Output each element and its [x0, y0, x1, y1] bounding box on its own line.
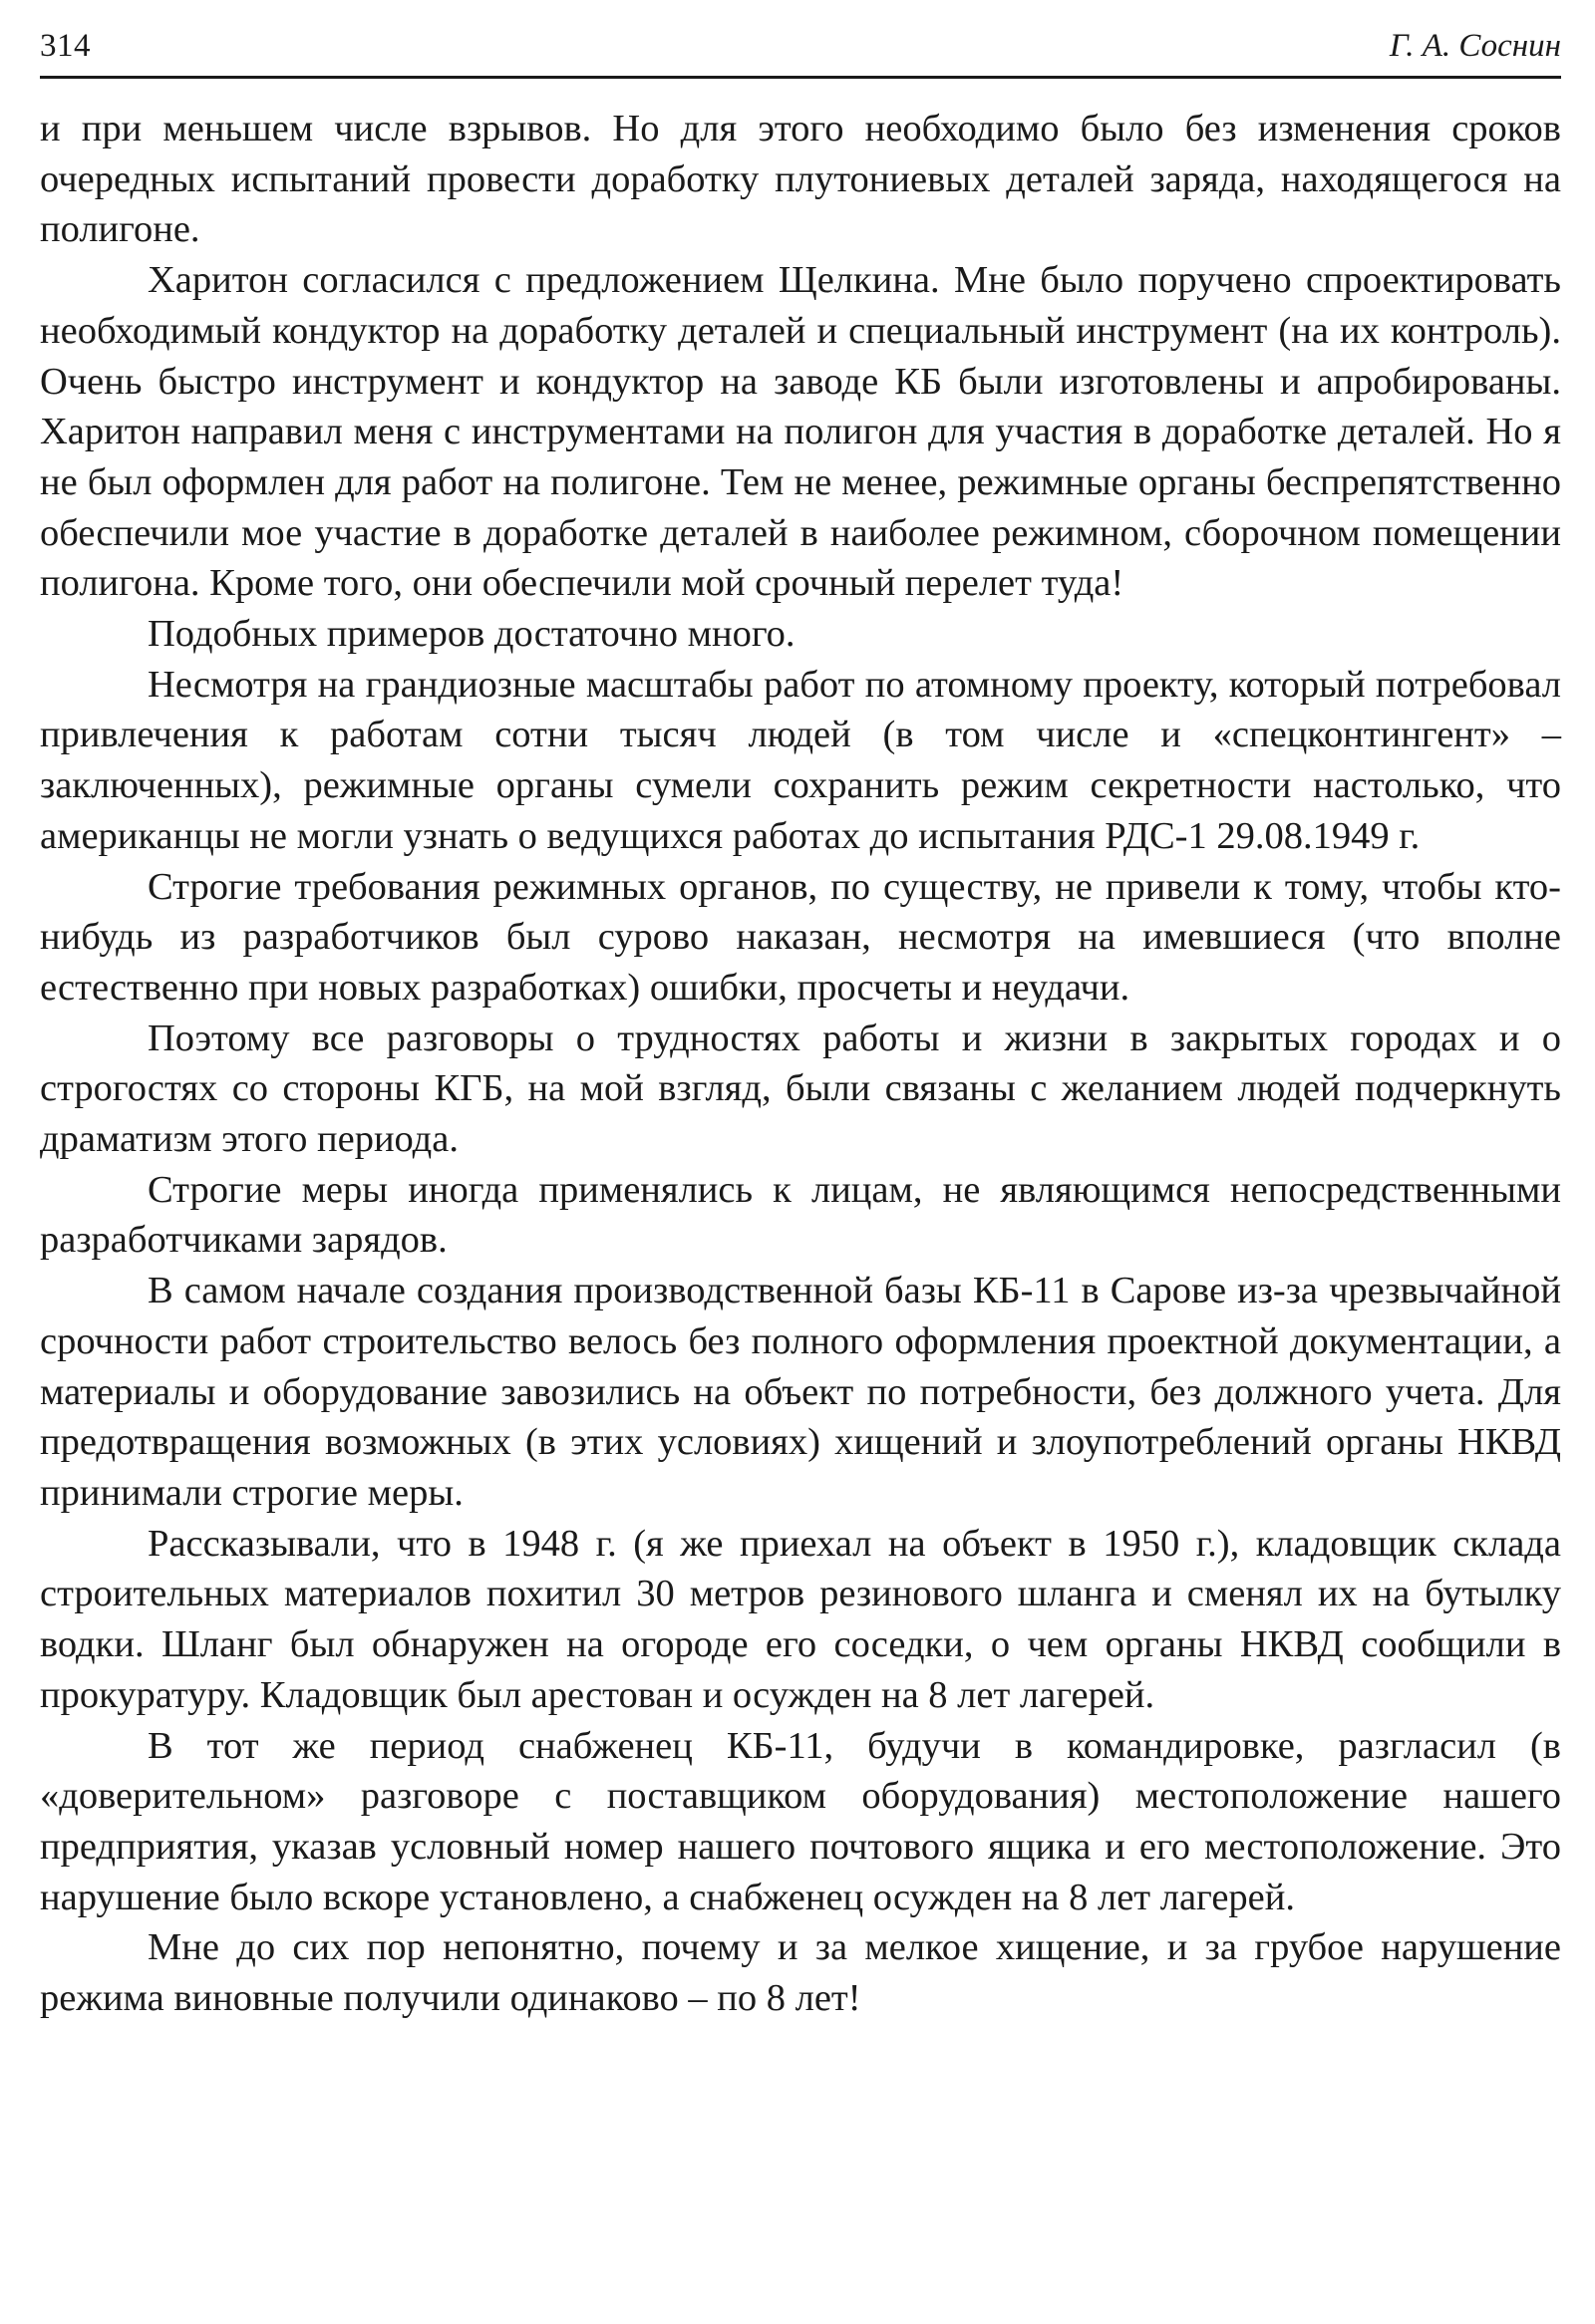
running-title: Г. А. Соснин — [1389, 28, 1561, 64]
body-text — [40, 104, 1561, 2024]
paragraph-7: Строгие меры иногда применялись к лицам, не являющимся непосредственными разработчиками зарядов. — [40, 1168, 1561, 1262]
paragraph-9: Рассказывали, что в 1948 г. (я же приехал на объект в 1950 г.), кладовщик склада строительных материалов похитил 30 метров резинового шланга и сменял их на бутылку водки. Шланг был обнаружен на огороде его соседки, о чем органы НКВД сообщили в прокуратуру. Кладовщик был арестован и осужден на 8 лет лагерей. — [40, 1522, 1561, 1716]
page-number: 314 — [40, 28, 91, 64]
paragraph-4: Несмотря на грандиозные масштабы работ по атомному проекту, который потребовал привлечения к работам сотни тысяч людей (в том числе и «спецконтингент» – заключенных), режимные органы сумели сохранить режим секретности настолько, что американцы не могли узнать о ведущихся работах до испытания РДС-1 29.08.1949 г. — [40, 663, 1561, 857]
paragraph-5: Строгие требования режимных органов, по существу, не привели к тому, чтобы кто-нибудь из разработчиков был сурово наказан, несмотря на имевшиеся (что вполне естественно при новых разработках) ошибки, просчеты и неудачи. — [40, 865, 1561, 1009]
paragraph-1: и при меньшем числе взрывов. Но для этого необходимо было без изменения сроков очередных испытаний провести доработку плутониевых деталей заряда, находящегося на полигоне. — [40, 108, 1561, 251]
book-page — [40, 26, 1561, 2024]
paragraph-11: Мне до сих пор непонятно, почему и за мелкое хищение, и за грубое нарушение режима виновные получили одинаково – по 8 лет! — [40, 1926, 1561, 2020]
paragraph-2: Харитон согласился с предложением Щелкина. Мне было поручено спроектировать необходимый кондуктор на доработку деталей и специальный инструмент (на их контроль). Очень быстро инструмент и кондуктор на заводе КБ были изготовлены и апробированы. Харитон направил меня с инструментами на полигон для участия в доработке деталей. Но я не был оформлен для работ на полигоне. Тем не менее, режимные органы беспрепятственно обеспечили мое участие в доработке деталей в наиболее режимном, сборочном помещении полигона. Кроме того, они обеспечили мой срочный перелет туда! — [40, 259, 1561, 605]
paragraph-6: Поэтому все разговоры о трудностях работы и жизни в закрытых городах и о строгостях со стороны КГБ, на мой взгляд, были связаны с желанием людей подчеркнуть драматизм этого периода. — [40, 1017, 1561, 1161]
paragraph-10: В тот же период снабженец КБ-11, будучи в командировке, разгласил (в «доверительном» разговоре с поставщиком оборудования) местоположение нашего предприятия, указав условный номер нашего почтового ящика и его местоположение. Это нарушение было вскоре установлено, а снабженец осужден на 8 лет лагерей. — [40, 1724, 1561, 1918]
running-head — [40, 26, 1561, 79]
paragraph-3: Подобных примеров достаточно много. — [148, 613, 796, 656]
paragraph-8: В самом начале создания производственной базы КБ-11 в Сарове из-за чрезвычайной срочности работ строительство велось без полного оформления проектной документации, а материалы и оборудование завозились на объект по потребности, без должного учета. Для предотвращения возможных (в этих условиях) хищений и злоупотреблений органы НКВД принимали строгие меры. — [40, 1270, 1561, 1514]
